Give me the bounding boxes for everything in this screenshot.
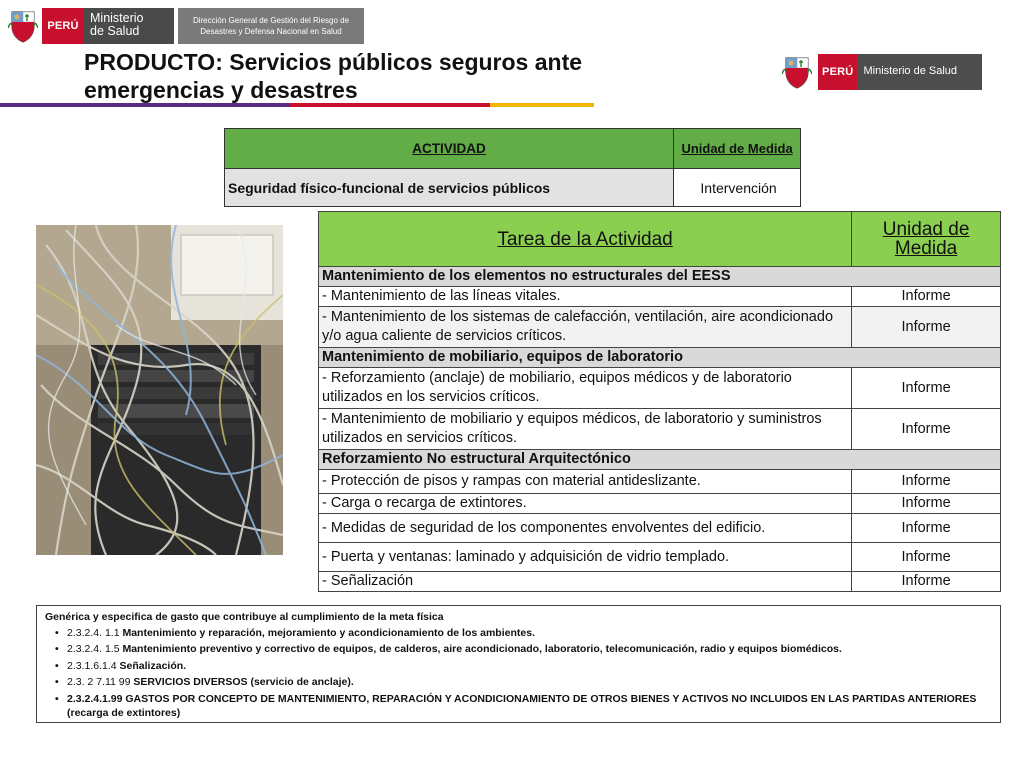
table-row: [319, 307, 1001, 348]
list-item: [45, 660, 992, 674]
task-name: - Mantenimiento de los sistemas de calefacción, ventilación, aire acondicionado y/o agua caliente de servicios críticos.: [319, 307, 852, 348]
activity-header: ACTIVIDAD: [225, 129, 674, 169]
activity-unit: Intervención: [674, 169, 801, 207]
task-unit: Informe: [852, 307, 1001, 348]
rule-segment-yellow: [490, 103, 594, 107]
spending-text: GASTOS POR CONCEPTO DE MANTENIMIENTO, REPARACIÓN Y ACONDICIONAMIENTO DE OTROS BIENES Y ACTIVOS NO INCLUIDOS EN LAS PARTIDAS ANTERIORES (recarga de extintores): [67, 692, 977, 719]
task-name: - Reforzamiento (anclaje) de mobiliario, equipos médicos y de laboratorio utilizados en los servicios críticos.: [319, 368, 852, 409]
peru-label: PERÚ: [42, 8, 84, 44]
table-row: [319, 368, 1001, 409]
table-row: [319, 470, 1001, 494]
activity-table: [224, 128, 801, 207]
minsa-label: [84, 8, 174, 44]
page-title: PRODUCTO: Servicios públicos seguros ante emergencias y desastres: [84, 49, 583, 103]
list-item: [45, 643, 992, 657]
task-unit: Informe: [852, 494, 1001, 514]
task-name: - Señalización: [319, 572, 852, 592]
spending-text: Mantenimiento y reparación, mejoramiento y acondicionamiento de los ambientes.: [122, 626, 535, 639]
spending-text: Señalización.: [119, 659, 187, 672]
table-row: [319, 494, 1001, 514]
spending-text: SERVICIOS DIVERSOS (servicio de anclaje).: [133, 676, 354, 689]
task-name: - Carga o recarga de extintores.: [319, 494, 852, 514]
spending-code: 2.3. 2 7.11 99: [67, 676, 131, 689]
minsa-label-line2: de Salud: [90, 24, 140, 38]
minsa-label-right: Ministerio de Salud: [857, 54, 982, 90]
spending-code: 2.3.2.4. 1.1: [67, 626, 120, 639]
rule-segment-red: [290, 103, 490, 107]
peru-coat-of-arms-icon: [782, 54, 812, 90]
spending-code: 2.3.1.6.1.4: [67, 659, 117, 672]
activity-unit-header: Unidad de Medida: [674, 129, 801, 169]
task-name: - Mantenimiento de las líneas vitales.: [319, 287, 852, 307]
spending-code: 2.3.2.4. 1.5: [67, 643, 120, 656]
section-title: Reforzamiento No estructural Arquitectónico: [319, 450, 1001, 470]
section-title: Mantenimiento de los elementos no estructurales del EESS: [319, 267, 1001, 287]
task-header: Tarea de la Actividad: [319, 212, 852, 267]
activity-name: Seguridad físico-funcional de servicios públicos: [225, 169, 674, 207]
table-row: [319, 409, 1001, 450]
header-logo-block: [8, 6, 364, 46]
table-row: [319, 514, 1001, 543]
list-item: [45, 693, 992, 720]
task-name: - Mantenimiento de mobiliario y equipos médicos, de laboratorio y suministros utilizados en servicios críticos.: [319, 409, 852, 450]
minsa-label-line1: Ministerio: [90, 11, 144, 25]
table-row: [319, 543, 1001, 572]
task-table: [318, 211, 1001, 592]
task-unit: Informe: [852, 543, 1001, 572]
spending-code: 2.3.2.4.1.99: [67, 692, 123, 705]
task-unit-header: Unidad de Medida: [852, 212, 1001, 267]
task-unit: Informe: [852, 470, 1001, 494]
table-row: [319, 287, 1001, 307]
directorate-label: Dirección General de Gestión del Riesgo de Desastres y Defensa Nacional en Salud: [178, 8, 364, 44]
task-name: - Medidas de seguridad de los componentes envolventes del edificio.: [319, 514, 852, 543]
spending-list: [45, 627, 992, 721]
task-unit: Informe: [852, 409, 1001, 450]
title-underline: [0, 103, 594, 107]
section-title: Mantenimiento de mobiliario, equipos de laboratorio: [319, 348, 1001, 368]
right-logo-block: [782, 52, 982, 92]
table-row: [319, 572, 1001, 592]
spending-box: [36, 605, 1001, 723]
task-unit: Informe: [852, 287, 1001, 307]
list-item: [45, 676, 992, 690]
list-item: [45, 627, 992, 641]
task-unit: Informe: [852, 572, 1001, 592]
task-name: - Protección de pisos y rampas con material antideslizante.: [319, 470, 852, 494]
spending-heading: Genérica y especifica de gasto que contribuye al cumplimiento de la meta física: [45, 611, 444, 623]
task-unit: Informe: [852, 368, 1001, 409]
task-unit: Informe: [852, 514, 1001, 543]
rule-segment-purple: [0, 103, 290, 107]
peru-coat-of-arms-icon: [8, 8, 38, 44]
network-cabinet-photo: [36, 225, 283, 555]
spending-text: Mantenimiento preventivo y correctivo de equipos, de calderos, aire acondicionado, laboratorio, telecomunicación, radio y equipos biomédicos.: [122, 643, 842, 656]
task-name: - Puerta y ventanas: laminado y adquisición de vidrio templado.: [319, 543, 852, 572]
peru-label-right: PERÚ: [818, 54, 857, 90]
